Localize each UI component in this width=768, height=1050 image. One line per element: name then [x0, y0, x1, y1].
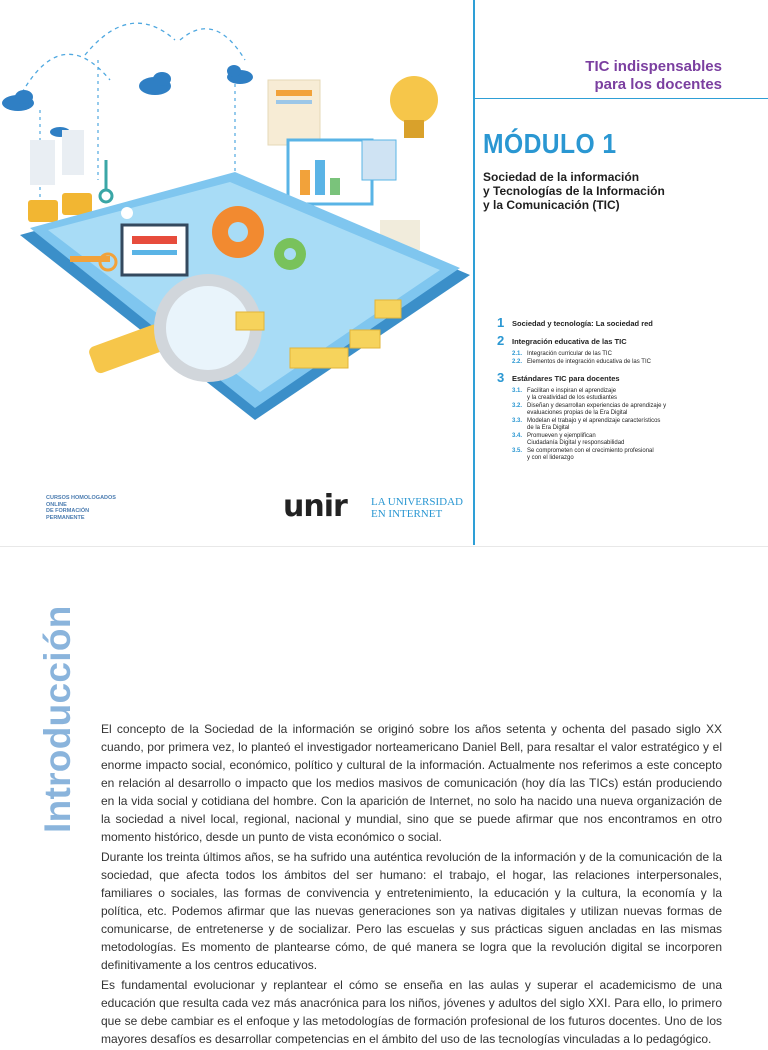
series-title	[482, 58, 722, 94]
module-title: MÓDULO 1	[483, 128, 617, 159]
article-body	[101, 720, 722, 1050]
tablet-illustration	[0, 0, 470, 440]
article-paragraph: El concepto de la Sociedad de la información se originó sobre los años setenta y ochenta del pasado siglo XX cuando, por primera vez, lo planteó el investigador norteamericano Daniel Bell, para resaltar el valor estratégico y el enorme impacto social, económico, político y cultural de la información. Actualmente nos referimos a este concepto en relación al desarrollo o impacto que los medios masivos de comunicación (hoy día las TICs) están produciendo en la vida social y cotidiana del hombre. Con la aparición de Internet, no solo ha nacido una nueva organización de la sociedad a nivel local, regional, nacional y mundial, sino que se puede afirmar que nos encontramos en otro momento histórico, desde un punto de vista económico o social.	[101, 722, 722, 844]
toc-subsection[interactable]	[512, 433, 747, 447]
toc-subsection[interactable]	[512, 418, 747, 432]
toc-subsection-number: 3.4.	[512, 433, 523, 439]
toc-section[interactable]	[497, 315, 747, 330]
toc-section[interactable]	[497, 370, 747, 462]
series-title-line: para los docentes	[594, 76, 722, 93]
courses-note	[46, 495, 126, 521]
toc-section[interactable]	[497, 333, 747, 366]
toc-subsection-label: Integración curricular de las TIC	[527, 351, 612, 357]
toc-subsection-label: Facilitan e inspiran el aprendizaje y la creatividad de los estudiantes	[527, 388, 618, 401]
section-heading: Introducción	[37, 605, 78, 833]
cover-rule	[475, 98, 768, 99]
module-subtitle-line: Sociedad de la información	[483, 170, 640, 184]
cover-divider	[473, 0, 475, 545]
toc-section-label: Integración educativa de las TIC	[512, 337, 627, 346]
courses-note-line: DE FORMACIÓN	[46, 508, 90, 514]
toc-subsection-label: Promueven y ejemplifican Ciudadanía Digital y responsabilidad	[527, 433, 625, 446]
toc-subsection-number: 2.2.	[512, 359, 523, 365]
toc-section-number: 3	[497, 370, 505, 385]
series-title-line: TIC indispensables	[585, 58, 722, 75]
article-paragraph: Durante los treinta últimos años, se ha sufrido una auténtica revolución de la información y de la comunicación de la sociedad, que afecta todos los ámbitos del ser humano: el trabajo, el hogar, las relaciones interpersonales, familiares o sociales, las formas de convivencia y entretenimiento, la educación y la cultura, la economía y la política, etc. Podemos afirmar que las nuevas generaciones son ya nativas digitales y utilizan nuevas formas de comunicarse, de entretenerse y de socializar. Pero las escuelas y sus prácticas siguen ancladas en las mismas metodologías. Es momento de plantearse cómo, de qué manera se logra que la revolución digital se incorporen definitivamente a los centros educativos.	[101, 850, 722, 972]
courses-note-line: CURSOS HOMOLOGADOS	[46, 495, 116, 501]
toc-subsection-number: 2.1.	[512, 351, 523, 357]
article-paragraph: Es fundamental evolucionar y replantear el cómo se enseña en las aulas y superar el academicismo de una educación que resulta cada vez más anacrónica para los niños, jóvenes y adultos del siglo XXI. Para ello, lo primero que se debe cambiar es el enfoque y las metodologías de formación profesional de los futuros docentes. Uno de los mayores desafíos es desarrollar competencias en el ámbito del uso de las tecnologías vinculadas a lo pedagógico.	[101, 978, 722, 1046]
lightbulb-icon	[390, 76, 438, 138]
toc-subsection-label: Modelan el trabajo y el aprendizaje característicos de la Era Digital	[527, 418, 661, 431]
toc-section-number: 1	[497, 315, 505, 330]
module-subtitle-line: y la Comunicación (TIC)	[483, 198, 620, 212]
unir-tagline	[371, 496, 463, 520]
table-of-contents	[497, 315, 747, 466]
toc-subsection-label: Diseñan y desarrollan experiencias de aprendizaje y evaluaciones propias de la Era Digital	[527, 403, 667, 416]
page-divider	[0, 546, 768, 547]
toc-subsection-number: 3.3.	[512, 418, 523, 424]
toc-section-label: Estándares TIC para docentes	[512, 374, 620, 383]
unir-tagline-line: LA UNIVERSIDAD	[371, 496, 463, 508]
toc-section-number: 2	[497, 333, 505, 348]
toc-subsection-number: 3.1.	[512, 388, 523, 394]
toc-subsection[interactable]	[512, 448, 747, 462]
module-subtitle-line: y Tecnologías de la Información	[483, 184, 665, 198]
unir-tagline-line: EN INTERNET	[371, 508, 443, 520]
toc-subsection[interactable]	[512, 388, 747, 402]
toc-subsection-label: Se comprometen con el crecimiento profesional y con el liderazgo	[527, 448, 654, 461]
toc-subsection[interactable]	[512, 351, 747, 358]
module-subtitle	[483, 170, 753, 212]
courses-note-line: PERMANENTE	[46, 514, 85, 521]
toc-subsection-number: 3.2.	[512, 403, 523, 409]
toc-subsection[interactable]	[512, 359, 747, 366]
toc-section-label: Sociedad y tecnología: La sociedad red	[512, 319, 653, 328]
key-icon	[100, 160, 112, 202]
toc-subsection-number: 3.5.	[512, 448, 523, 454]
courses-note-line: ONLINE	[46, 501, 67, 508]
unir-logo: unir	[283, 489, 347, 524]
toc-subsection-label: Elementos de integración educativa de las TIC	[527, 359, 651, 365]
toc-subsection[interactable]	[512, 403, 747, 417]
